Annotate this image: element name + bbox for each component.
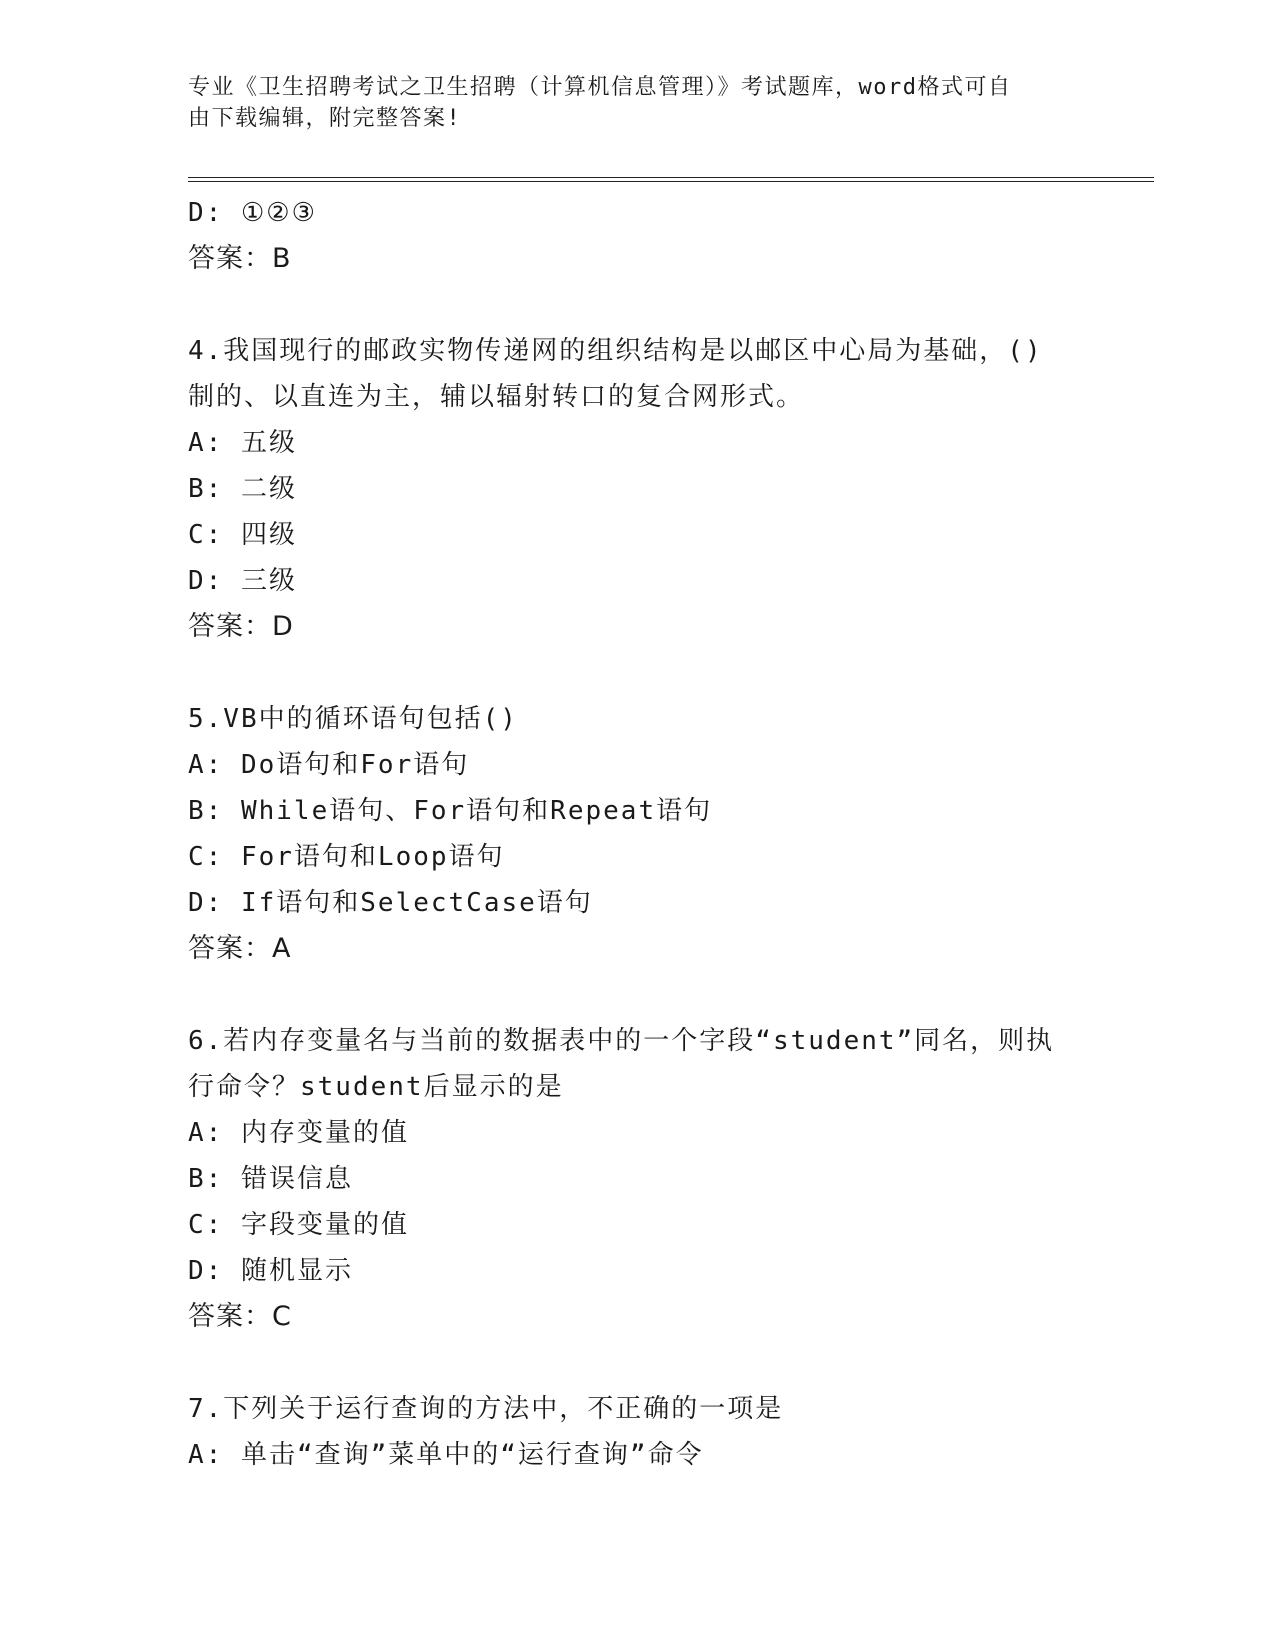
question-stem: 制的、以直连为主，辅以辐射转口的复合网形式。 — [188, 382, 805, 412]
option-a: A: 内存变量的值 — [188, 1118, 409, 1148]
option-b: B: While语句、For语句和Repeat语句 — [188, 796, 713, 826]
option-c: C: For语句和Loop语句 — [188, 842, 505, 872]
option-c: C: 字段变量的值 — [188, 1210, 409, 1240]
option-d: D: 三级 — [188, 566, 297, 596]
question-stem: 行命令？student后显示的是 — [188, 1072, 564, 1102]
question-7 — [188, 1386, 1148, 1478]
option-a: A: 单击“查询”菜单中的“运行查询”命令 — [188, 1440, 704, 1470]
option-d: D: 随机显示 — [188, 1256, 353, 1286]
question-4 — [188, 328, 1148, 650]
header-line-1: 专业《卫生招聘考试之卫生招聘（计算机信息管理）》考试题库，word格式可自 — [188, 75, 1012, 100]
answer-line: 答案：D — [188, 611, 294, 642]
question-5 — [188, 696, 1148, 972]
question-stem: 6.若内存变量名与当前的数据表中的一个字段“student”同名，则执 — [188, 1026, 1055, 1056]
option-d: D: ①②③ — [188, 198, 317, 228]
question-stem: 4.我国现行的邮政实物传递网的组织结构是以邮区中心局为基础，() — [188, 336, 1043, 366]
option-c: C: 四级 — [188, 520, 297, 550]
spacer — [188, 1340, 1148, 1386]
question-6 — [188, 1018, 1148, 1340]
answer-line: 答案：A — [188, 933, 292, 964]
spacer — [188, 282, 1148, 328]
header-divider-top — [188, 177, 1154, 178]
spacer — [188, 650, 1148, 696]
option-b: B: 二级 — [188, 474, 297, 504]
question-stem: 5.VB中的循环语句包括() — [188, 704, 518, 734]
header-line-2: 由下载编辑，附完整答案! — [188, 106, 462, 131]
document-header — [188, 72, 1068, 134]
option-d: D: If语句和SelectCase语句 — [188, 888, 593, 918]
question-stem: 7.下列关于运行查询的方法中，不正确的一项是 — [188, 1394, 784, 1424]
answer-line: 答案：B — [188, 243, 292, 274]
option-b: B: 错误信息 — [188, 1164, 353, 1194]
document-body — [188, 190, 1148, 1478]
spacer — [188, 972, 1148, 1018]
option-a: A: Do语句和For语句 — [188, 750, 470, 780]
header-divider-bottom — [188, 181, 1154, 182]
answer-line: 答案：C — [188, 1301, 292, 1332]
option-a: A: 五级 — [188, 428, 297, 458]
